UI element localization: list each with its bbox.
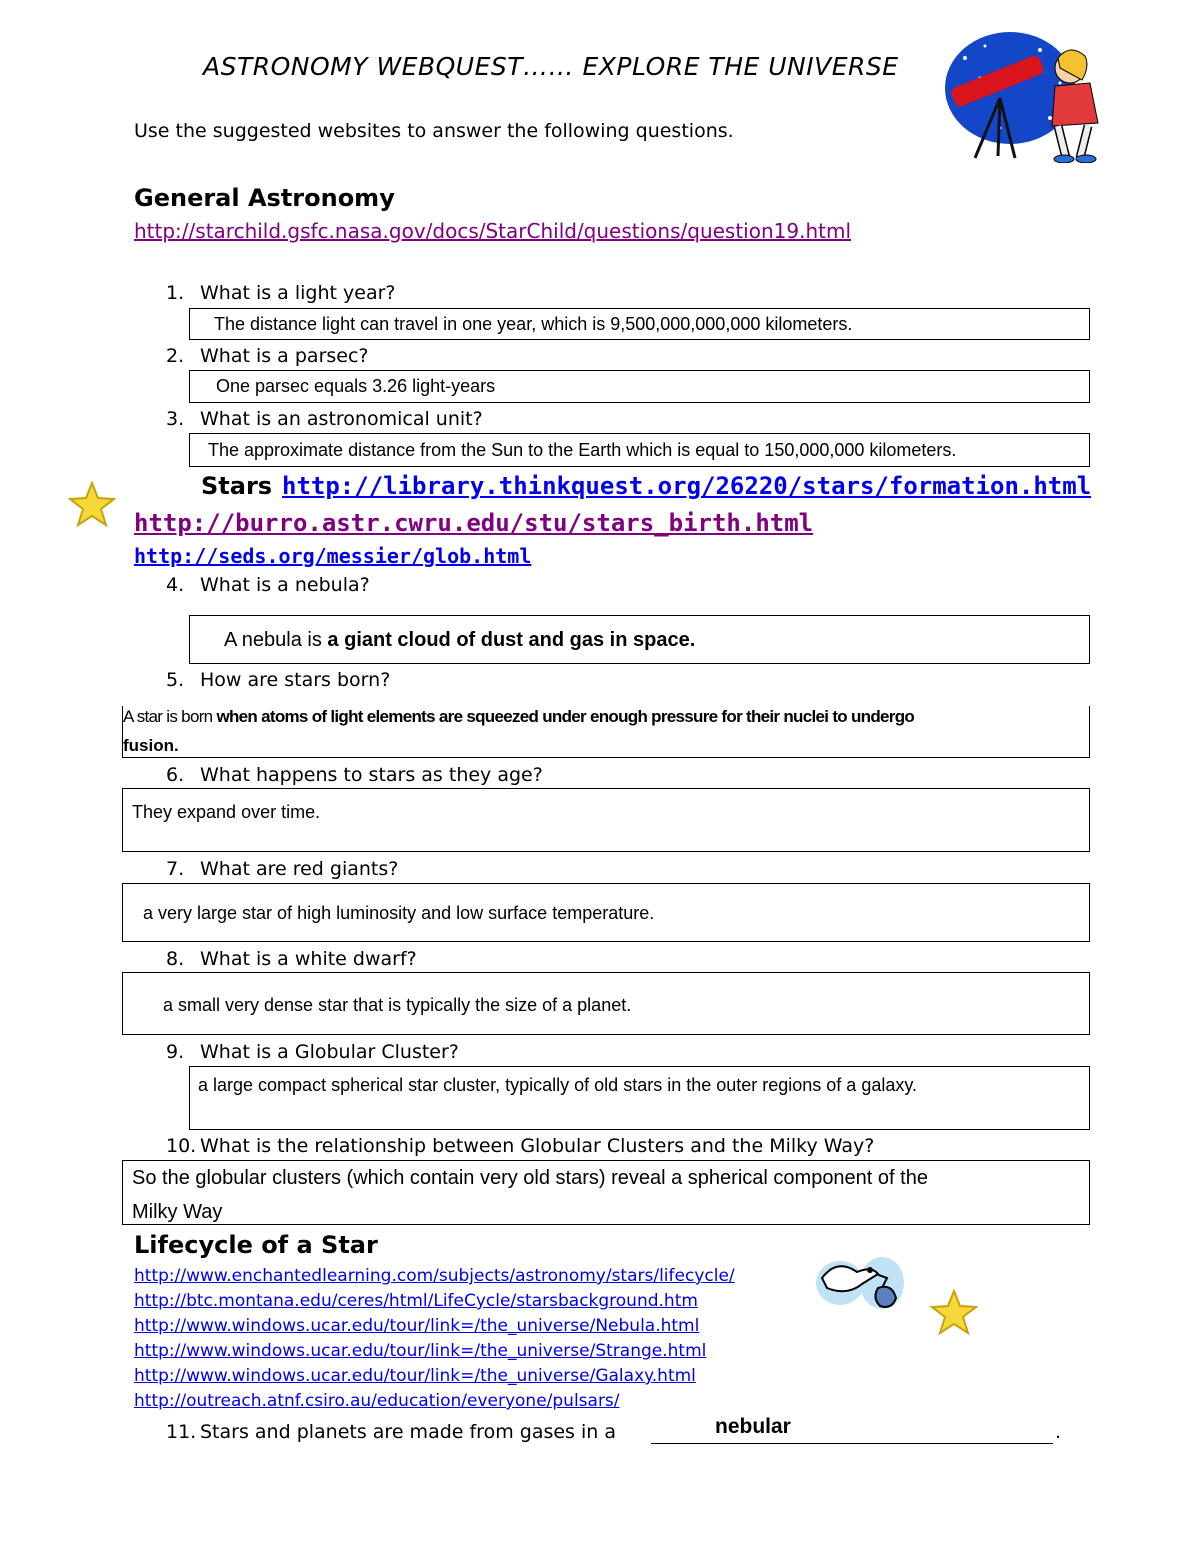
ucar-nebula-link[interactable]: http://www.windows.ucar.edu/tour/link=/the_universe/Nebula.html: [134, 1316, 700, 1336]
question-4: 4. What is a nebula?: [166, 574, 370, 596]
enchantedlearning-link[interactable]: http://www.enchantedlearning.com/subjects/astronomy/stars/lifecycle/: [134, 1266, 735, 1286]
question-1: 1. What is a light year?: [166, 282, 396, 304]
answer-box-4[interactable]: [189, 615, 1090, 664]
answer-text-6: They expand over time.: [132, 802, 321, 822]
question-6: 6. What happens to stars as they age?: [166, 764, 543, 786]
answer-text-8: a small very dense star that is typically the size of a planet.: [163, 995, 632, 1015]
answer-box-1[interactable]: [189, 308, 1090, 340]
question-5: 5. How are stars born?: [166, 669, 391, 691]
answer-text-3: The approximate distance from the Sun to the Earth which is equal to 150,000,000 kilometers.: [208, 440, 957, 460]
question-8: 8. What is a white dwarf?: [166, 948, 417, 970]
answer-text-10: So the globular clusters (which contain very old stars) reveal a spherical component of the: [132, 1167, 928, 1189]
blank-answer-11: nebular: [715, 1415, 791, 1438]
starchild-link[interactable]: http://starchild.gsfc.nasa.gov/docs/StarChild/questions/question19.html: [134, 219, 852, 243]
answer-text-5: A star is born when atoms of light elements are squeezed under enough pressure for their nuclei to undergo: [123, 707, 915, 726]
page-title: ASTRONOMY WEBQUEST…… EXPLORE THE UNIVERSE: [203, 52, 899, 81]
ucar-strange-link[interactable]: http://www.windows.ucar.edu/tour/link=/the_universe/Strange.html: [134, 1341, 707, 1361]
question-9: 9. What is a Globular Cluster?: [166, 1041, 459, 1063]
answer-box-3[interactable]: [189, 433, 1090, 467]
answer-box-6[interactable]: [122, 788, 1090, 852]
answer-text-7: a very large star of high luminosity and low surface temperature.: [143, 903, 655, 923]
answer-box-7[interactable]: [122, 883, 1090, 942]
question-2: 2. What is a parsec?: [166, 345, 369, 367]
answer-box-10[interactable]: [122, 1160, 1090, 1225]
answer-box-9[interactable]: [189, 1066, 1090, 1130]
montana-link[interactable]: http://btc.montana.edu/ceres/html/LifeCycle/starsbackground.htm: [134, 1291, 698, 1311]
star-clipart-1: [68, 480, 116, 528]
question-11: 11. Stars and planets are made from gases in a: [166, 1421, 616, 1443]
question-7: 7. What are red giants?: [166, 858, 399, 880]
lifecycle-heading: Lifecycle of a Star: [134, 1231, 378, 1259]
ucar-galaxy-link[interactable]: http://www.windows.ucar.edu/tour/link=/the_universe/Galaxy.html: [134, 1366, 696, 1386]
answer-text-1: The distance light can travel in one year, which is 9,500,000,000,000 kilometers.: [214, 314, 853, 334]
answer-text-9: a large compact spherical star cluster, typically of old stars in the outer regions of a galaxy.: [198, 1075, 918, 1095]
question-3: 3. What is an astronomical unit?: [166, 408, 483, 430]
answer-text-2: One parsec equals 3.26 light-years: [216, 376, 496, 396]
seds-link[interactable]: http://seds.org/messier/glob.html: [134, 544, 532, 568]
thinkquest-link[interactable]: http://library.thinkquest.org/26220/stars/formation.html: [282, 472, 1092, 500]
question-11-end: .: [1055, 1421, 1062, 1443]
general-astronomy-heading: General Astronomy: [134, 184, 395, 212]
star-clipart-2: [930, 1288, 978, 1336]
answer-box-5[interactable]: [122, 706, 1090, 758]
stars-heading: Stars: [201, 472, 273, 500]
answer-text-10b: Milky Way: [132, 1201, 223, 1223]
answer-text-5b: fusion.: [123, 736, 179, 755]
telescope-girl-clipart: [940, 28, 1145, 163]
cwru-link[interactable]: http://burro.astr.cwru.edu/stu/stars_birth.html: [134, 509, 814, 537]
pulsars-link[interactable]: http://outreach.atnf.csiro.au/education/everyone/pulsars/: [134, 1391, 620, 1411]
answer-box-8[interactable]: [122, 972, 1090, 1035]
intro-text: Use the suggested websites to answer the following questions.: [134, 120, 734, 142]
answer-box-2[interactable]: [189, 370, 1090, 403]
question-10: 10. What is the relationship between Globular Clusters and the Milky Way?: [166, 1135, 875, 1157]
answer-text-4: A nebula is a giant cloud of dust and gas in space.: [224, 629, 696, 651]
fill-in-blank-11[interactable]: [651, 1415, 1053, 1444]
stork-clipart: [812, 1248, 907, 1313]
